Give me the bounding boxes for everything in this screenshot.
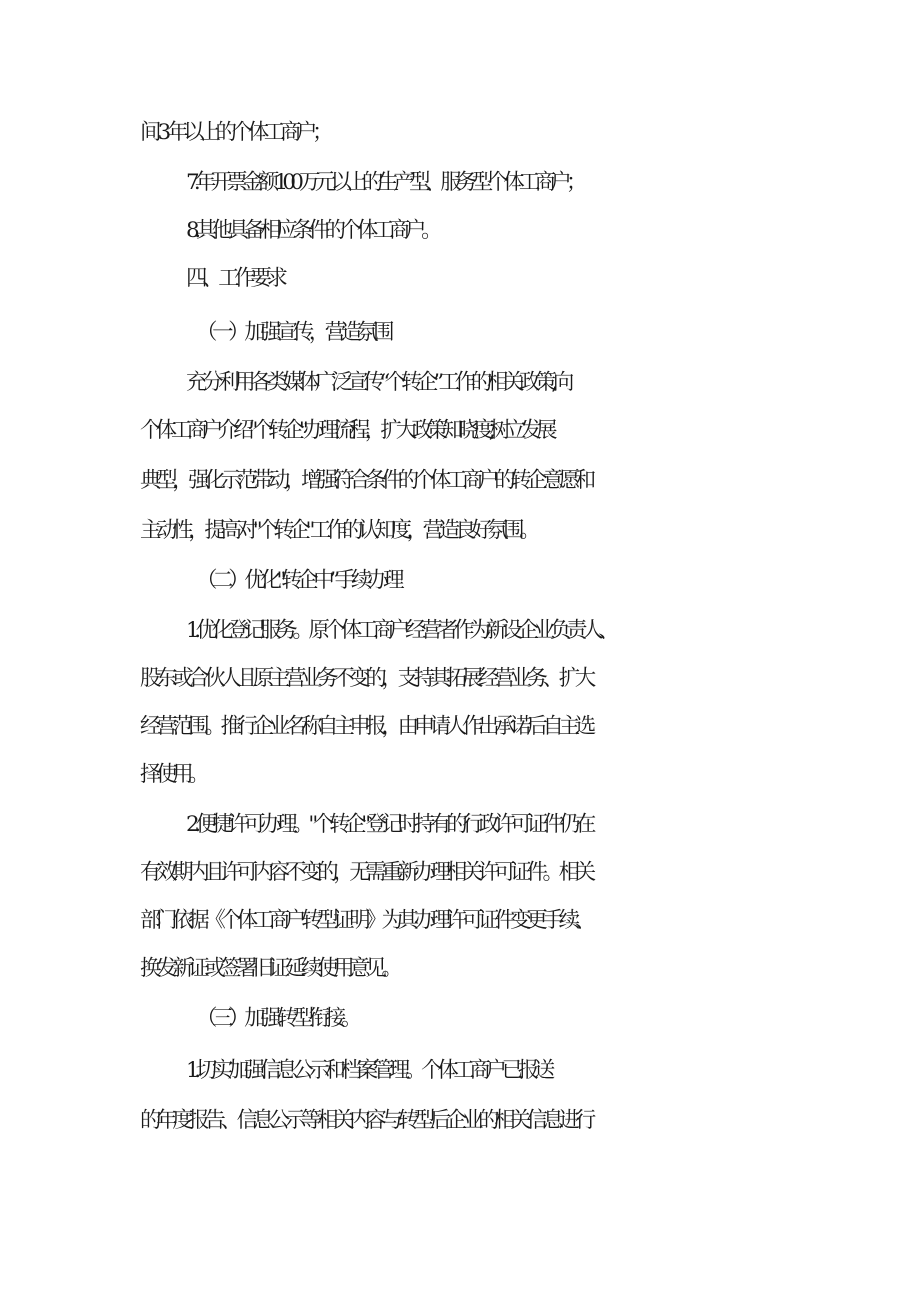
paragraph-line: 充分利用各类媒体广泛宣传“个转企”工作的相关政策,向 <box>186 370 569 395</box>
paragraph-line: 部门依据《个体工商户转型证明》为其办理许可证件变更手续、 <box>140 908 591 933</box>
paragraph-line: 股东或合伙人且原主营业务不变的，支持其拓展经营业务、扩大 <box>140 666 591 691</box>
subsection-heading: （二）优化"转企中”手续办理 <box>196 568 400 593</box>
paragraph-line: 经营范围。推行企业名称自主申报，由申请人作出承诺后自主选 <box>140 714 591 739</box>
subsection-heading: （一）加强宣传，营造氛围 <box>196 320 390 345</box>
paragraph-line: 典型，强化示范带动，增强符合条件的个体工商户的转企意愿和 <box>140 468 591 493</box>
paragraph-line: 换发新证或签署旧证延续使用意见。 <box>140 956 398 981</box>
section-heading: 四、工作要求 <box>186 266 283 291</box>
paragraph-line: 的年度报告、信息公示等相关内容与转型后企业的相关信息进行 <box>140 1108 591 1133</box>
list-item: 8.其他具备相应条件的个体工商户。 <box>186 218 438 243</box>
paragraph-line: 主动性，提高对"个转企"工作的认知度，营造良好氛围。 <box>140 518 536 543</box>
paragraph-line: 1.优化登记服务。原个体工商户经营者作为新设企业负责人、 <box>186 618 615 643</box>
paragraph-line: 1.切实加强信息公示和档案管理。个体工商户已报送 <box>186 1058 550 1083</box>
paragraph-line: 择使用。 <box>140 762 205 787</box>
paragraph-line: 个体工商户介绍"个转企"办理流程，扩大政策知晓度,树立发展 <box>140 418 552 443</box>
paragraph-line: 有效期内且许可内容不变的，无需重新办理相关许可证件。相关 <box>140 860 591 885</box>
text-line: 间 3 年以上的个体工商户； <box>140 120 329 145</box>
subsection-heading: （三）加强转型衔接。 <box>196 1006 358 1031</box>
list-item: 7.年开票金额 100 万元以上的生产型、服务型个体工商户； <box>186 170 582 195</box>
paragraph-line: 2.便捷许可办理。"个转企"登记时持有的行政许可证件仍在 <box>186 812 592 837</box>
